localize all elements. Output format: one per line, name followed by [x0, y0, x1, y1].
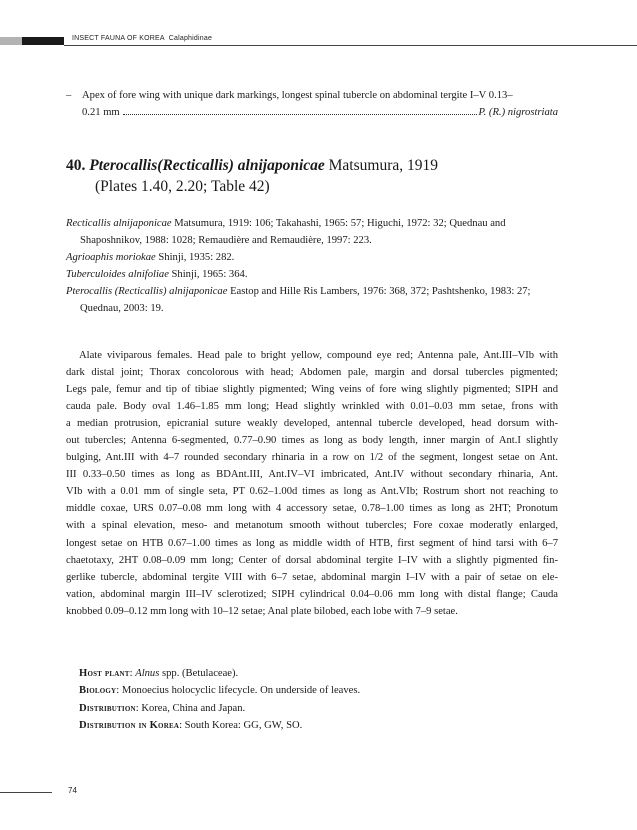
running-header — [72, 35, 212, 42]
description-line: dark distal joint; Thorax concolorous with head; Abdomen pale, margin and dorsal tubercles pigmented; — [66, 367, 558, 379]
distribution-value: Korea, China and Japan. — [141, 702, 246, 714]
identification-key-entry — [66, 87, 558, 121]
species-subgenus: (Recticallis) — [157, 157, 234, 174]
species-heading — [66, 155, 438, 197]
synonym-entry — [66, 249, 558, 266]
host-plant-rest: spp. (Betulaceae). — [159, 668, 239, 679]
description-line: VIb with a 0.01 mm of single seta, PT 0.62–1.00d times as long as Ant.VIb; Rostrum short not reaching to — [66, 486, 558, 498]
description-paragraph — [66, 347, 558, 620]
description-line: Legs pale, femur and tip of tibiae slightly pigmented; Wing veins of fore wing slightly pigmented; SIPH and — [66, 384, 558, 396]
synonym-entry — [66, 266, 558, 283]
key-line-1: Apex of fore wing with unique dark markings, longest spinal tubercle on abdominal tergite I–V 0.13– — [82, 90, 513, 101]
key-dash: – — [66, 90, 72, 101]
host-plant-label: Host plant — [79, 668, 130, 679]
host-plant-genus: Alnus — [135, 668, 160, 679]
description-line: gerlike tubercle, abdominal tergite VIII with 6–7 setae, abdominal margin I–IV with a pair of setae on ele- — [66, 571, 558, 583]
synonym-name: Agrioaphis moriokae — [66, 252, 156, 263]
key-line-2 — [66, 104, 558, 121]
description-line: with a spinal elevation, meso- and metanotum smooth without tubercles; Fore coxae moderatly enlarged, — [66, 520, 558, 532]
species-author: Matsumura, 1919 — [328, 157, 438, 174]
synonym-reference: Eastop and Hille Ris Lambers, 1976: 368, 372; Pashtshenko, 1983: 27; Quednau, 2003: 19. — [80, 286, 531, 314]
species-notes — [79, 665, 360, 734]
synonym-reference: Shinji, 1965: 364. — [168, 269, 248, 280]
synonym-name: Tuberculoides alnifoliae — [66, 269, 169, 280]
key-line-2-text: 0.21 mm — [82, 107, 120, 118]
description-line: longest setae on HTB 0.67–1.00 times as long as middle width of HTB, first segment of hind tarsi with 6–7 — [66, 537, 558, 549]
biology-value: Monoecius holocyclic lifecycle. On underside of leaves. — [121, 685, 361, 697]
species-epithet: alnijaponicae — [237, 157, 325, 174]
page-number: 74 — [68, 786, 77, 795]
distribution-note: Distribution: Korea, China and Japan. — [79, 702, 246, 714]
biology-note: Biology: Monoecius holocyclic lifecycle. On underside of leaves. — [79, 685, 361, 697]
synonym-name: Recticallis alnijaponicae — [66, 218, 172, 229]
header-bar-black — [22, 37, 64, 45]
synonym-name: Pterocallis (Recticallis) alnijaponicae — [66, 286, 228, 297]
description-line: middle coxae, URS 0.07–0.08 mm long with 4 accessory setae, 0.78–1.00 times as long as 2HT; Pronotum — [66, 503, 558, 515]
synonym-reference: Shinji, 1935: 282. — [155, 252, 235, 263]
description-line: Alate viviparous females. Head pale to bright yellow, compound eye red; Antenna pale, Ant.III–VIb with — [79, 350, 558, 361]
description-line: a median protrusion, epicranial suture weakly developed, antennal tubercle developed, head dorsum with- — [66, 418, 558, 430]
species-plates: (Plates 1.40, 2.20; Table 42) — [95, 178, 270, 195]
description-line: vation, abdominal margin III–IV sclerotized; SIPH cylindrical 0.04–0.06 mm long with distal flange; Cauda — [66, 588, 558, 600]
running-subfamily: Calaphidinae — [168, 35, 213, 42]
host-plant-note: Host plant: Alnus spp. (Betulaceae). — [79, 668, 239, 679]
description-line: bulging, Ant.III with 4–7 rounded secondary rhinaria in a row on 1/2 of the segment, longest setae on Ant. — [66, 452, 558, 464]
distribution-korea-note: Distribution in Korea: South Korea: GG, GW, SO. — [79, 719, 303, 731]
description-line: knobbed 0.09–0.12 mm long with 10–12 setae; Anal plate bilobed, each lobe with 7–9 setae. — [66, 605, 458, 617]
description-line: III 0.33–0.50 times as long as BDAnt.III, Ant.IV–VI imbricated, Ant.IV without secondary rhinaria, Ant. — [66, 469, 558, 481]
key-result-taxon: P. (R.) nigrostriata — [478, 107, 558, 118]
species-genus: Pterocallis — [89, 157, 158, 174]
distribution-korea-value: South Korea: GG, GW, SO. — [184, 719, 303, 731]
footer-rule — [0, 792, 52, 793]
synonymy-list — [66, 215, 558, 317]
running-title: INSECT FAUNA OF KOREA — [72, 35, 165, 42]
distribution-korea-label: Distribution in Korea — [79, 719, 180, 731]
header-rule — [64, 45, 637, 46]
synonym-entry — [66, 215, 558, 249]
description-line: out tubercles; Antenna 6-segmented, 0.77–0.90 times as long as body length, inner margin of Ant.I slightly — [66, 435, 558, 447]
header-bar-grey — [0, 37, 22, 45]
synonym-entry — [66, 283, 558, 317]
description-line: cauda pale. Body oval 1.46–1.85 mm long; Head slightly wrinkled with 0.01–0.03 mm setae, frons with — [66, 401, 558, 413]
distribution-label: Distribution — [79, 702, 136, 714]
synonym-reference: Matsumura, 1919: 106; Takahashi, 1965: 57; Higuchi, 1972: 32; Quednau and Shaposhnikov, 1988: 1028; Remaudière and Remaudière, 1997: 223. — [80, 218, 506, 246]
key-leader-dots — [123, 114, 477, 115]
description-line: chaetotaxy, 2HT 0.08–0.09 mm long; Center of dorsal abdominal tergite I–IV with a slightly pigmented fin- — [66, 554, 558, 566]
species-title-line — [66, 155, 438, 176]
biology-label: Biology — [79, 685, 117, 697]
species-number: 40. — [66, 157, 86, 174]
